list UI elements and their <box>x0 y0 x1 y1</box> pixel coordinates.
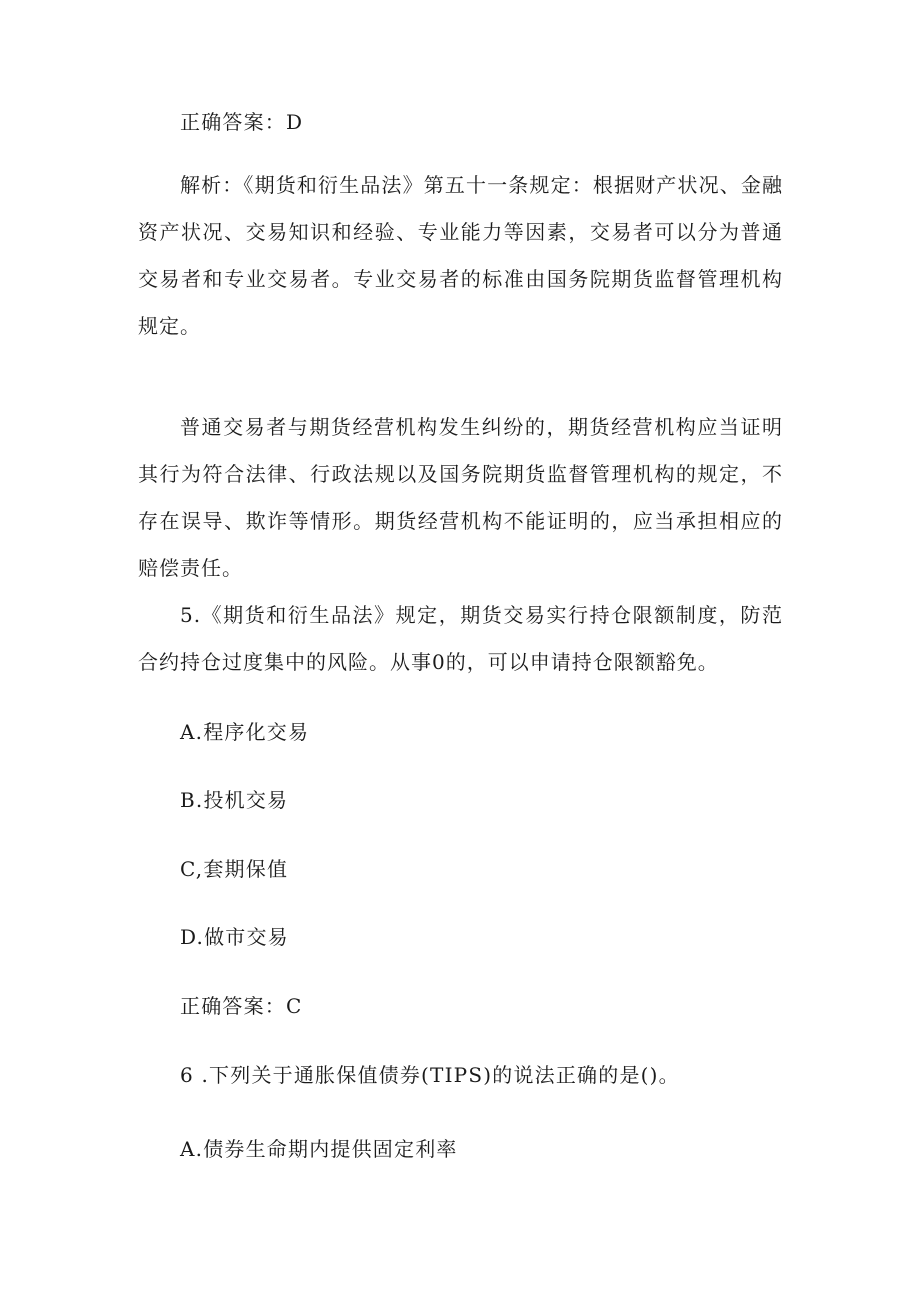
answer-q5: 正确答案：C <box>180 994 303 1018</box>
q5-option-b: B.投机交易 <box>180 788 289 812</box>
question-6: 6 .下列关于通胀保值债券(TIPS)的说法正确的是()。 <box>180 1063 680 1087</box>
analysis-paragraph-1: 解析：《期货和衍生品法》第五十一条规定：根据财产状况、金融资产状况、交易知识和经验、专业能力等因素，交易者可以分为普通交易者和专业交易者。专业交易者的标准由国务院期货监督管理机构规定。 <box>138 173 783 338</box>
q6-option-a: A.债券生命期内提供固定利率 <box>180 1137 458 1161</box>
question-5: 5.《期货和衍生品法》规定，期货交易实行持仓限额制度，防范合约持仓过度集中的风险。从事0的，可以申请持仓限额豁免。 <box>138 603 783 674</box>
analysis-paragraph-2: 普通交易者与期货经营机构发生纠纷的，期货经营机构应当证明其行为符合法律、行政法规以及国务院期货监督管理机构的规定，不存在误导、欺诈等情形。期货经营机构不能证明的，应当承担相应的赔偿责任。 <box>138 415 783 580</box>
answer-q4: 正确答案：D <box>180 110 304 134</box>
q5-option-c: C,套期保值 <box>180 857 289 881</box>
q5-option-a: A.程序化交易 <box>180 720 310 744</box>
q5-option-d: D.做市交易 <box>180 925 289 949</box>
